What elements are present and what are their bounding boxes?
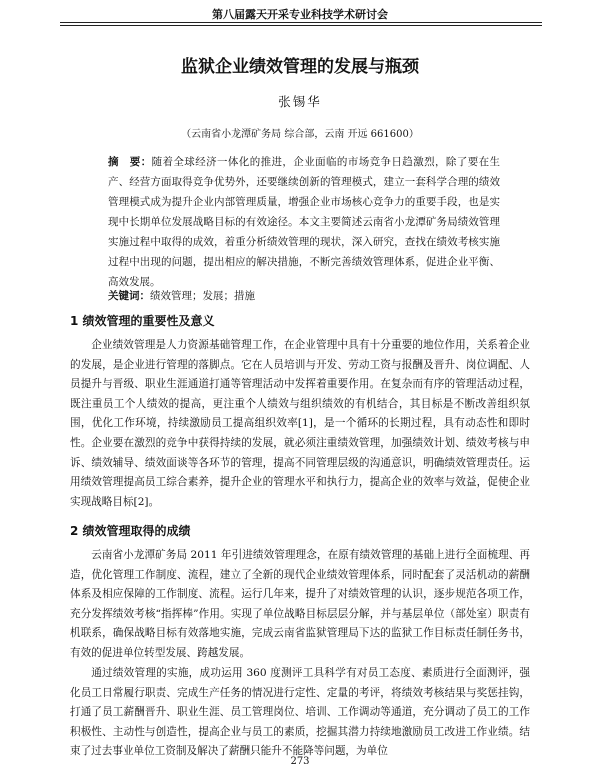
section-1-paragraph: 企业绩效管理是人力资源基础管理工作，在企业管理中具有十分重要的地位作用，关系着企业的发展，是企业进行管理的落脚点。它在人员培训与开发、劳动工资与报酬及晋升、岗位调配、人员提升与晋级、职业生涯通道打通等管理活动中发挥着重要作用。在复杂而有序的管理活动过程，既注重员工个人绩效的提高，更注重个人绩效与组织绩效的有机结合，其目标是不断改善组织氛围，优化工作环境，持续激励员工提高组织效率[1]，是一个循环的长期过程，具有动态性和即时性。企业要在激烈的竞争中获得持续的发展，就必须注重绩效管理，加强绩效计划、绩效考核与申诉、绩效辅导、绩效面谈等各环节的管理，提高不同管理层级的沟通意识，明确绩效管理责任。运用绩效管理提高员工综合素养，提升企业的管理水平和执行力，提高企业的效率与效益，促使企业实现战略目标[2]。 — [70, 339, 530, 508]
header-rule — [60, 22, 542, 23]
affiliation: （云南省小龙潭矿务局 综合部，云南 开远 661600） — [181, 129, 419, 140]
section-2-paragraph-2: 通过绩效管理的实施，成功运用 360 度测评工具科学有对员工态度、素质进行全面测评，强化员工日常履行职责、完成生产任务的情况进行定性、定量的考评，将绩效考核结果与奖惩挂钩，打通了员工薪酬晋升、职业生涯、员工管理岗位、培训、工作调动等通道，充分调动了员工的工作积极性、主动性与创造性，提高企业与员工的素质，挖掘其潜力持续地激励员工改进工作业绩。结束了过去事业单位工资制及解决了薪酬只能升不能降等问题，为单位 — [70, 667, 530, 758]
abstract — [108, 152, 500, 292]
keywords-text: 绩效管理；发展；措施 — [150, 290, 255, 302]
abstract-text: 随着全球经济一体化的推进，企业面临的市场竞争日趋激烈，除了要在生产、经营方面取得竞争优势外，还要继续创新的管理模式，建立一套科学合理的绩效管理模式成为提升企业内部管理质量，增强企业市场核心竞争力的重要手段，也是实现中长期单位发展战略目标的有效途径。本文主要简述云南省小龙潭矿务局绩效管理实施过程中取得的成效，着重分析绩效管理的现状，深入研究，查找在绩效考核实施过程中出现的问题，提出相应的解决措施，不断完善绩效管理体系，促进企业平衡、高效发展。 — [108, 156, 501, 288]
keywords — [108, 288, 500, 303]
author-name: 张锡华 — [278, 94, 322, 109]
section-1-heading: 1 绩效管理的重要性及意义 — [70, 314, 215, 328]
section-2-heading: 2 绩效管理取得的成绩 — [70, 524, 191, 538]
page-number: 273 — [290, 756, 310, 767]
header-rule-secondary — [60, 25, 542, 26]
running-header: 第八届露天开采专业科技学术研讨会 — [212, 8, 388, 21]
paper-title: 监狱企业绩效管理的发展与瓶颈 — [181, 57, 419, 77]
keywords-label: 关键词： — [108, 290, 150, 302]
section-2-paragraph-1: 云南省小龙潭矿务局 2011 年引进绩效管理理念，在原有绩效管理的基础上进行全面梳理、再造，优化管理工作制度、流程，建立了全新的现代企业绩效管理体系，同时配套了灵活机动的薪酬体系及相应保障的工作制度、流程。运行几年来，提升了对绩效管理的认识，逐步规范各项工作，充分发挥绩效考核“指挥棒”作用。实现了单位战略目标层层分解，并与基层单位（部处室）职责有机联系，确保战略目标有效落地实施，完成云南省监狱管理局下达的监狱工作目标责任制任务书，有效的促进单位转型发展、跨越发展。 — [70, 549, 530, 659]
abstract-label: 摘 要： — [108, 156, 152, 168]
